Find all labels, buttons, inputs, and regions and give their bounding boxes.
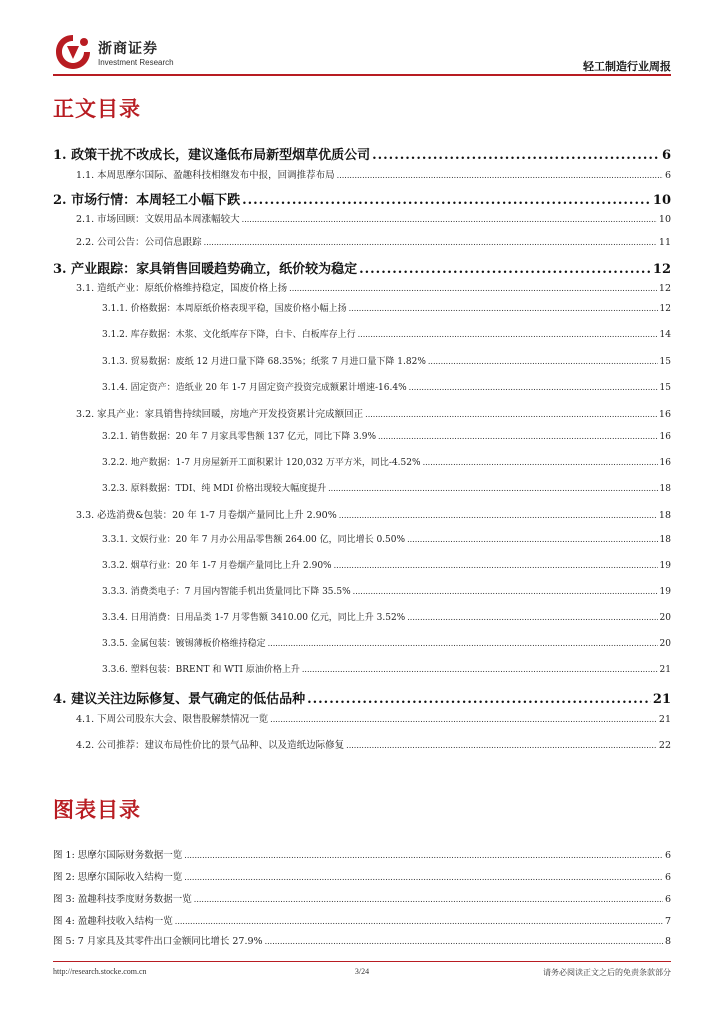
toc-entry-page: 18	[659, 484, 671, 494]
toc-entry-label: 3.3.1. 文娱行业：20 年 7 月办公用品零售额 264.00 亿，同比增长 0.50%	[102, 535, 406, 545]
toc-entry[interactable]	[53, 189, 671, 208]
brand-name: 浙商证券	[98, 41, 158, 57]
toc-entry-label: 3. 产业跟踪：家具销售回暖趋势确立，纸价较为稳定	[53, 262, 358, 277]
dot-leader	[346, 741, 657, 750]
dot-leader	[204, 238, 657, 247]
figure-entry-label: 图 5: 7 月家具及其零件出口金额同比增长 27.9%	[53, 936, 263, 947]
dot-leader	[302, 665, 658, 674]
toc-entry-label: 3.3.2. 烟草行业：20 年 1-7 月卷烟产量同比上升 2.90%	[102, 561, 332, 571]
dot-leader	[265, 937, 663, 946]
footer-divider	[53, 961, 671, 962]
figure-entry[interactable]	[53, 913, 671, 927]
toc-entry[interactable]	[53, 610, 671, 623]
toc-entry-label: 3.2. 家具产业：家具销售持续回暖，房地产开发投资累计完成额回正	[76, 409, 364, 420]
toc-entry-page: 21	[658, 714, 671, 725]
dot-leader	[242, 215, 657, 224]
dot-leader	[378, 432, 658, 441]
toc-entry-page: 21	[652, 692, 671, 707]
toc-entry-page: 16	[658, 409, 671, 420]
toc-entry-label: 4. 建议关注边际修复、景气确定的低估品种	[53, 692, 306, 707]
toc-entry-page: 20	[659, 613, 671, 623]
toc-entry-page: 10	[658, 214, 671, 225]
toc-entry-page: 19	[659, 587, 671, 597]
toc-entry[interactable]	[53, 737, 671, 751]
toc-entry-page: 12	[659, 304, 671, 314]
dot-leader	[358, 330, 658, 339]
figure-entry-page: 6	[664, 894, 671, 905]
toc-entry[interactable]	[53, 380, 671, 393]
toc-entry[interactable]	[53, 211, 671, 225]
toc-entry-page: 18	[659, 535, 671, 545]
toc-entry[interactable]	[53, 558, 671, 571]
dot-leader	[423, 458, 658, 467]
dot-leader	[307, 692, 651, 707]
toc-entry-page: 16	[659, 458, 671, 468]
dot-leader	[175, 917, 663, 926]
figure-entry-label: 图 4: 盈趣科技收入结构一览	[53, 916, 173, 927]
toc-entry-label: 2.1. 市场回顾：文娱用品本周涨幅较大	[76, 214, 240, 225]
toc-entry-page: 18	[658, 510, 671, 521]
toc-entry-label: 3.1.2. 库存数据：木浆、文化纸库存下降，白卡、白板库存上行	[102, 330, 356, 340]
toc-entry-page: 15	[659, 383, 671, 393]
toc-entry[interactable]	[53, 688, 671, 707]
figure-entry-page: 8	[664, 936, 671, 947]
dot-leader	[349, 304, 658, 313]
figure-entry-label: 图 3: 盈趣科技季度财务数据一览	[53, 894, 192, 905]
dot-leader	[359, 262, 651, 277]
toc-entry-page: 14	[659, 330, 671, 340]
toc-entry-label: 3.3.3. 消费类电子：7 月国内智能手机出货量同比下降 35.5%	[102, 587, 351, 597]
figures-title: 图表目录	[53, 798, 141, 822]
toc-entry-label: 3.1.1. 价格数据：本周原纸价格表现平稳，国废价格小幅上扬	[102, 304, 347, 314]
dot-leader	[407, 535, 657, 544]
toc-entry-page: 6	[664, 170, 671, 181]
footer-disclaimer: 请务必阅读正文之后的免责条款部分	[543, 968, 671, 977]
toc-entry-page: 20	[659, 639, 671, 649]
toc-entry-page: 6	[661, 148, 671, 163]
toc-entry-label: 3.3.4. 日用消费：日用品类 1-7 月零售额 3410.00 亿元，同比上升 3.52%	[102, 613, 406, 623]
dot-leader	[353, 587, 658, 596]
toc-entry-label: 3.1. 造纸产业：原纸价格维持稳定，国废价格上扬	[76, 283, 288, 294]
page-footer	[53, 967, 671, 981]
toc-entry[interactable]	[53, 327, 671, 340]
figure-entry-page: 6	[664, 850, 671, 861]
figure-entry-page: 6	[664, 872, 671, 883]
toc-entry[interactable]	[53, 234, 671, 248]
toc-entry-label: 3.2.2. 地产数据：1-7 月房屋新开工面积累计 120,032 万平方米，同比-4.52%	[102, 458, 421, 468]
toc-entry-label: 3.3.5. 金属包装：镀锡薄板价格维持稳定	[102, 639, 266, 649]
toc-entry[interactable]	[53, 167, 671, 181]
dot-leader	[337, 171, 663, 180]
toc-entry-page: 16	[659, 432, 671, 442]
toc-entry-label: 3.2.1. 销售数据：20 年 7 月家具零售额 137 亿元，同比下降 3.9%	[102, 432, 377, 442]
toc-entry-page: 10	[652, 193, 671, 208]
toc-entry-page: 22	[658, 740, 671, 751]
toc-entry-page: 19	[659, 561, 671, 571]
dot-leader	[289, 284, 657, 293]
dot-leader	[194, 895, 663, 904]
figure-entry[interactable]	[53, 933, 671, 947]
toc-entry[interactable]	[53, 354, 671, 367]
page-number: 3/24	[354, 967, 370, 976]
toc-entry[interactable]	[53, 636, 671, 649]
toc-entry-page: 12	[652, 262, 671, 277]
dot-leader	[428, 357, 658, 366]
dot-leader	[242, 193, 651, 208]
page-header	[53, 30, 671, 76]
toc-entry[interactable]	[53, 406, 671, 420]
toc-entry-label: 1. 政策干扰不改成长，建议逢低布局新型烟草优质公司	[53, 148, 371, 163]
toc-entry[interactable]	[53, 280, 671, 294]
figure-entry-label: 图 1: 思摩尔国际财务数据一览	[53, 850, 183, 861]
company-logo-icon	[53, 32, 93, 72]
dot-leader	[372, 148, 660, 163]
toc-entry-label: 4.1. 下周公司股东大会、限售股解禁情况一览	[76, 714, 269, 725]
toc-entry[interactable]	[53, 662, 671, 675]
toc-entry-label: 4.2. 公司推荐：建议布局性价比的景气品种、以及造纸边际修复	[76, 740, 345, 751]
toc-entry[interactable]	[53, 711, 671, 725]
dot-leader	[184, 851, 663, 860]
report-type: 轻工制造行业周报	[583, 60, 671, 73]
toc-entry-page: 12	[658, 283, 671, 294]
toc-entry-label: 3.3. 必选消费&包装：20 年 1-7 月卷烟产量同比上升 2.90%	[76, 510, 337, 521]
dot-leader	[409, 383, 658, 392]
dot-leader	[365, 410, 657, 419]
toc-entry[interactable]	[53, 455, 671, 468]
toc-entry[interactable]	[53, 481, 671, 494]
figure-entry-page: 7	[664, 916, 671, 927]
dot-leader	[268, 639, 658, 648]
dot-leader	[407, 613, 657, 622]
toc-entry[interactable]	[53, 507, 671, 521]
header-divider	[53, 74, 671, 76]
figure-entry-label: 图 2: 思摩尔国际收入结构一览	[53, 872, 183, 883]
footer-url[interactable]: http://research.stocke.com.cn	[53, 967, 147, 976]
toc-entry-label: 1.1. 本周思摩尔国际、盈趣科技相继发布中报，回调推荐布局	[76, 170, 335, 181]
toc-entry[interactable]	[53, 144, 671, 163]
toc-entry[interactable]	[53, 429, 671, 442]
toc-entry-label: 2. 市场行情：本周轻工小幅下跌	[53, 193, 241, 208]
toc-entry-page: 15	[659, 357, 671, 367]
dot-leader	[328, 484, 657, 493]
figure-entry[interactable]	[53, 869, 671, 883]
dot-leader	[334, 561, 658, 570]
toc-entry-page: 21	[659, 665, 671, 675]
toc-entry[interactable]	[53, 532, 671, 545]
toc-entry-label: 3.1.3. 贸易数据：废纸 12 月进口量下降 68.35%；纸浆 7 月进口量下降 1.82%	[102, 357, 426, 367]
brand-subtitle: Investment Research	[98, 58, 174, 67]
toc-entry[interactable]	[53, 258, 671, 277]
toc-title: 正文目录	[53, 97, 141, 121]
toc-entry-label: 3.2.3. 原料数据：TDI、纯 MDI 价格出现较大幅度提升	[102, 484, 327, 494]
toc-entry-label: 3.1.4. 固定资产：造纸业 20 年 1-7 月固定资产投资完成额累计增速-16.4%	[102, 383, 407, 393]
figure-entry[interactable]	[53, 891, 671, 905]
dot-leader	[270, 715, 657, 724]
toc-entry[interactable]	[53, 584, 671, 597]
dot-leader	[339, 511, 657, 520]
dot-leader	[184, 873, 663, 882]
toc-entry-page: 11	[658, 237, 671, 248]
toc-entry-label: 2.2. 公司公告：公司信息跟踪	[76, 237, 202, 248]
figure-entry[interactable]	[53, 847, 671, 861]
toc-entry-label: 3.3.6. 塑料包装：BRENT 和 WTI 原油价格上升	[102, 665, 300, 675]
toc-entry[interactable]	[53, 301, 671, 314]
